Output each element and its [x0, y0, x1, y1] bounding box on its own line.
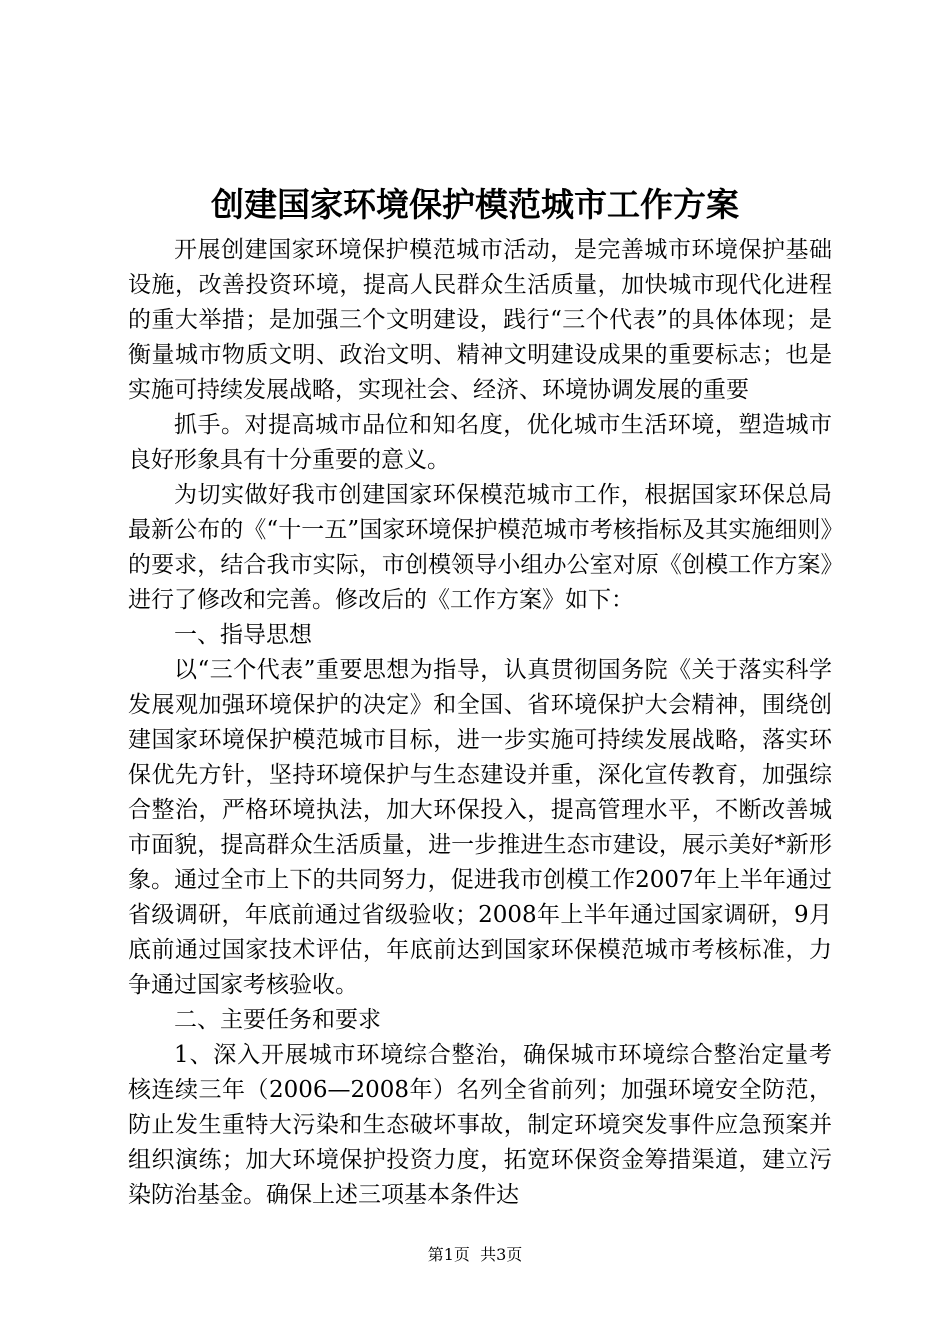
page-total: 共3页: [480, 1245, 523, 1264]
section-heading-main-tasks: 二、主要任务和要求: [174, 1007, 381, 1033]
document-title: 创建国家环境保护模范城市工作方案: [211, 185, 739, 224]
paragraph-task-1: 1、深入开展城市环境综合整治，确保城市环境综合整治定量考核连续三年（2006—2008年）名列全省前列；加强环境安全防范，防止发生重特大污染和生态破坏事故，制定环境突发事件应急预案并组织演练；加大环境保护投资力度，拓宽环保资金筹措渠道，建立污染防治基金。确保上述三项基本条件达: [128, 1042, 832, 1208]
paragraph-intro-continued: 抓手。对提高城市品位和知名度，优化城市生活环境，塑造城市良好形象具有十分重要的意义。: [128, 412, 832, 473]
document-body: [128, 233, 832, 1213]
paragraph-guiding-ideology: 以“三个代表”重要思想为指导，认真贯彻国务院《关于落实科学发展观加强环境保护的决定》和全国、省环境保护大会精神，围绕创建国家环境保护模范城市目标，进一步实施可持续发展战略，落实环保优先方针，坚持环境保护与生态建设并重，深化宣传教育，加强综合整治，严格环境执法，加大环保投入，提高管理水平，不断改善城市面貌，提高群众生活质量，进一步推进生态市建设，展示美好*新形象。通过全市上下的共同努力，促进我市创模工作2007年上半年通过省级调研，年底前通过省级验收；2008年上半年通过国家调研，9月底前通过国家技术评估，年底前达到国家环保模范城市考核标准，力争通过国家考核验收。: [128, 657, 832, 998]
page-number: 第1页: [427, 1245, 470, 1264]
paragraph-purpose: 为切实做好我市创建国家环保模范城市工作，根据国家环保总局最新公布的《“十一五”国家环境保护模范城市考核指标及其实施细则》的要求，结合我市实际，市创模领导小组办公室对原《创模工作方案》进行了修改和完善。修改后的《工作方案》如下：: [128, 482, 832, 613]
section-heading-guiding-ideology: 一、指导思想: [174, 622, 312, 648]
paragraph-intro: 开展创建国家环境保护模范城市活动，是完善城市环境保护基础设施，改善投资环境，提高人民群众生活质量，加快城市现代化进程的重大举措；是加强三个文明建设，践行“三个代表”的具体体现；是衡量城市物质文明、政治文明、精神文明建设成果的重要标志；也是实施可持续发展战略，实现社会、经济、环境协调发展的重要: [128, 237, 832, 403]
page-footer: [0, 1244, 950, 1266]
